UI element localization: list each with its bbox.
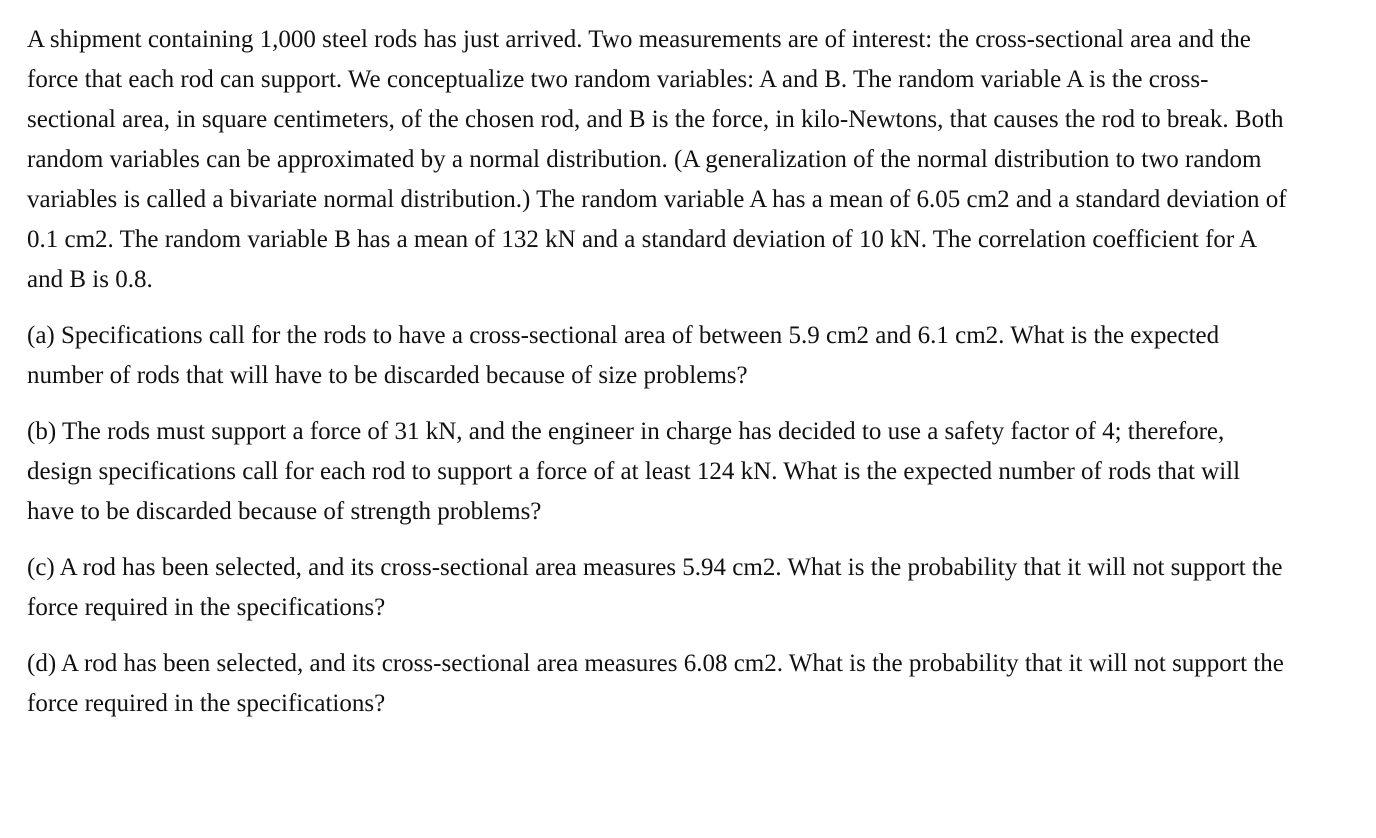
question-part-d: (d) A rod has been selected, and its cross-sectional area measures 6.08 cm2. What is the probability that it will not support the force required in the specifications? (27, 650, 1284, 717)
problem-text (27, 20, 1289, 740)
question-part-a: (a) Specifications call for the rods to have a cross-sectional area of between 5.9 cm2 and 6.1 cm2. What is the expected number of rods that will have to be discarded because of size problems? (27, 322, 1220, 389)
problem-intro: A shipment containing 1,000 steel rods has just arrived. Two measurements are of interest: the cross-sectional area and the force that each rod can support. We conceptualize two random variables: A and B. The random variable A is the cross-sectional area, in square centimeters, of the chosen rod, and B is the force, in kilo-Newtons, that causes the rod to break. Both random variables can be approximated by a normal distribution. (A generalization of the normal distribution to two random variables is called a bivariate normal distribution.) The random variable A has a mean of 6.05 cm2 and a standard deviation of 0.1 cm2. The random variable B has a mean of 132 kN and a standard deviation of 10 kN. The correlation coefficient for A and B is 0.8. (27, 26, 1287, 293)
question-part-b: (b) The rods must support a force of 31 kN, and the engineer in charge has decided to use a safety factor of 4; therefore, design specifications call for each rod to support a force of at least 124 kN. What is the expected number of rods that will have to be discarded because of strength problems? (27, 418, 1241, 525)
question-part-c: (c) A rod has been selected, and its cross-sectional area measures 5.94 cm2. What is the probability that it will not support the force required in the specifications? (27, 554, 1283, 621)
